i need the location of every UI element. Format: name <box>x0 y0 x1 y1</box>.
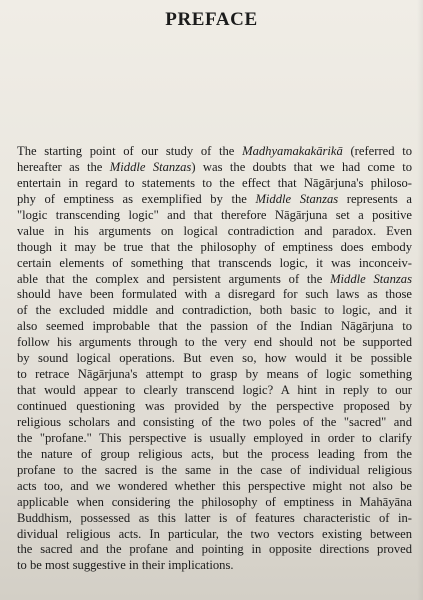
text-line <box>17 144 412 160</box>
text-line <box>17 367 412 383</box>
text-segment: that would appear to clearly transcend logic? A hint in reply to our <box>17 383 412 398</box>
text-line <box>17 351 412 367</box>
text-segment: entertain in regard to statements to the effect that Nāgārjuna's philoso- <box>17 175 412 190</box>
text-line <box>17 240 412 256</box>
text-line <box>17 192 412 208</box>
text-segment: phy of emptiness as exemplified by the <box>17 191 256 206</box>
text-segment: continued questioning was provided by the perspective proposed by <box>17 399 412 413</box>
text-segment: acts too, and we wondered whether this perspective might not also be <box>17 478 412 493</box>
text-line <box>17 447 412 463</box>
text-segment: represents a <box>338 191 412 206</box>
page-title: PREFACE <box>165 9 258 30</box>
preface-paragraph <box>17 144 412 574</box>
text-line <box>17 399 412 415</box>
text-segment: also seemed improbable that the passion of the Indian Nāgārjuna to <box>17 319 412 334</box>
text-segment: applicable when considering the philosophy of emptiness in Mahāyāna <box>17 494 412 509</box>
text-segment: The starting point of our study of the <box>17 144 243 158</box>
text-segment: the "profane." This perspective is usually employed in order to clarify <box>17 430 412 445</box>
text-segment: should have been formulated with a disregard for such laws as those <box>17 287 412 302</box>
text-line <box>17 495 412 511</box>
text-line <box>17 463 412 479</box>
text-line <box>17 527 412 543</box>
text-line <box>17 335 412 351</box>
text-segment: religious scholars and consisting of the two poles of the "sacred" and <box>17 414 412 429</box>
text-segment: "logic transcending logic" and that therefore Nāgārjuna set a positive <box>17 207 412 222</box>
text-segment: Buddhism, possessed as this latter is of features characteristic of in- <box>17 510 412 525</box>
text-segment: dividual religious acts. In particular, the two vectors existing between <box>17 526 412 541</box>
text-line <box>17 319 412 335</box>
text-line <box>17 272 412 288</box>
text-line <box>17 224 412 240</box>
text-segment: to retrace Nāgārjuna's attempt to grasp by means of logic something <box>17 367 412 382</box>
text-segment: of the excluded middle and contradiction, both basic to logic, and it <box>17 303 412 318</box>
page-edge-shadow <box>417 0 423 600</box>
text-line <box>17 176 412 192</box>
text-line <box>17 542 412 558</box>
text-line <box>17 558 412 574</box>
text-segment: able that the complex and persistent arguments of the <box>17 271 331 286</box>
text-line <box>17 287 412 303</box>
text-segment: hereafter as the <box>17 159 110 174</box>
text-segment: follow his arguments through to the very end should not be supported <box>17 335 412 350</box>
text-segment: the nature of group religious acts, but the process leading from the <box>17 446 412 461</box>
text-segment: certain elements of something that transcends logic, it was inconceiv- <box>17 255 412 270</box>
italic-title: Middle Stanzas <box>330 271 412 286</box>
text-line <box>17 511 412 527</box>
text-line <box>17 256 412 272</box>
text-line <box>17 479 412 495</box>
text-segment: profane to the sacred is the same in the case of individual religious <box>17 462 412 477</box>
italic-title: Middle Stanzas <box>109 159 192 174</box>
text-line <box>17 208 412 224</box>
italic-title: Madhyamakakārikā <box>242 144 343 158</box>
text-line <box>17 160 412 176</box>
italic-title: Middle Stanzas <box>255 191 339 206</box>
text-line <box>17 415 412 431</box>
text-line <box>17 303 412 319</box>
text-segment: (referred to <box>342 144 412 158</box>
text-segment: though it may be true that the philosophy of emptiness does embody <box>17 239 412 254</box>
text-segment: to be most suggestive in their implications. <box>17 558 234 573</box>
text-line <box>17 383 412 399</box>
text-segment: by sound logical operations. But even so, how would it be possible <box>17 351 412 366</box>
text-line <box>17 431 412 447</box>
text-segment: value in his arguments on logical contradiction and paradox. Even <box>17 223 412 238</box>
text-segment: the sacred and the profane and pointing in opposite directions proved <box>17 542 412 557</box>
text-segment: ) was the doubts that we had come to <box>191 159 413 174</box>
